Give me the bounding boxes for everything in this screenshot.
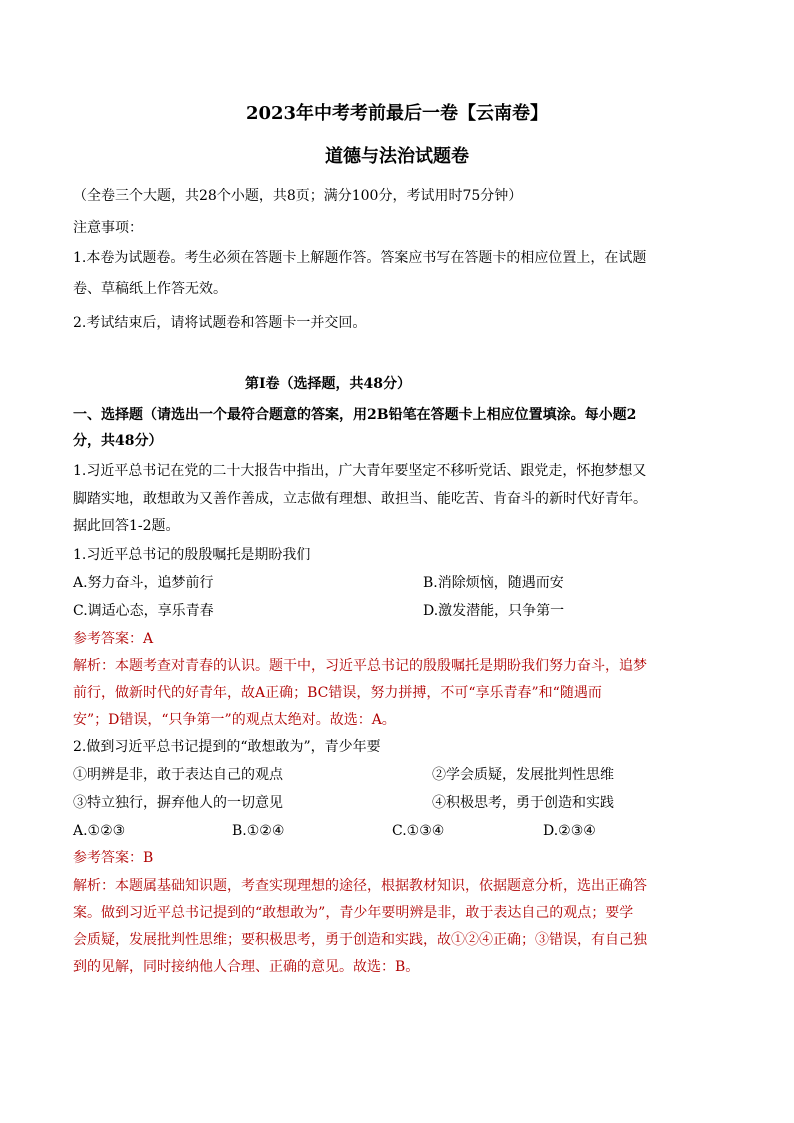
q1-explanation-line-1: 解析：本题考查对青春的认识。题干中，习近平总书记的殷殷嘱托是期盼我们努力奋斗，追梦: [73, 658, 647, 674]
q2-statement-3: ③特立独行，摒弃他人的一切意见: [73, 795, 283, 811]
q2-stem: 2.做到习近平总书记提到的“敢想敢为”，青少年要: [73, 739, 381, 755]
q1-answer: 参考答案：A: [73, 631, 154, 647]
q2-answer: 参考答案：B: [73, 850, 154, 866]
q1-option-c: C.调适心态，享乐青春: [73, 603, 214, 619]
section-title: 第Ⅰ卷（选择题，共48分）: [245, 376, 412, 392]
exam-info: （全卷三个大题，共28个小题，共8页；满分100分，考试用时75分钟）: [73, 188, 523, 204]
q2-statement-2: ②学会质疑，发展批判性思维: [432, 767, 614, 783]
q2-explanation-line-1: 解析：本题属基础知识题，考查实现理想的途径，根据教材知识，依据题意分析，选出正确答: [73, 878, 647, 894]
q1-option-d: D.激发潜能，只争第一: [423, 603, 565, 619]
notice-item-1-line-2: 卷、草稿纸上作答无效。: [73, 281, 227, 297]
q1-option-a: A.努力奋斗，追梦前行: [73, 575, 214, 591]
section-instruction-line-2: 分，共48分）: [73, 433, 163, 449]
material-line-1: 1.习近平总书记在党的二十大报告中指出，广大青年要坚定不移听党话、跟党走，怀抱梦想又: [73, 463, 647, 479]
exam-title: 2023年中考考前最后一卷【云南卷】: [245, 103, 549, 124]
q2-statement-4: ④积极思考，勇于创造和实践: [432, 795, 614, 811]
q1-explanation-line-2: 前行，做新时代的好青年，故A正确；BC错误，努力拼搏，不可“享乐青春”和“随遇而: [73, 685, 602, 701]
q2-option-d: D.②③④: [543, 823, 596, 839]
q2-explanation-line-3: 会质疑，发展批判性思维；要积极思考，勇于创造和实践，故①②④正确；③错误，有自己独: [73, 932, 647, 948]
notice-item-1-line-1: 1.本卷为试题卷。考生必须在答题卡上解题作答。答案应书写在答题卡的相应位置上，在试题: [73, 250, 647, 266]
notice-item-2: 2.考试结束后，请将试题卷和答题卡一并交回。: [73, 315, 367, 331]
q2-explanation-line-4: 到的见解，同时接纳他人合理、正确的意见。故选：B。: [73, 959, 420, 975]
material-line-3: 据此回答1-2题。: [73, 518, 180, 534]
q2-option-a: A.①②③: [73, 823, 126, 839]
q2-option-c: C.①③④: [392, 823, 445, 839]
q2-statement-1: ①明辨是非，敢于表达自己的观点: [73, 767, 283, 783]
exam-subtitle: 道德与法治试题卷: [325, 146, 469, 167]
q1-stem: 1.习近平总书记的殷殷嘱托是期盼我们: [73, 547, 311, 563]
q1-option-b: B.消除烦恼，随遇而安: [423, 575, 564, 591]
q2-explanation-line-2: 案。做到习近平总书记提到的“敢想敢为”，青少年要明辨是非，敢于表达自己的观点；要学: [73, 905, 634, 921]
q1-explanation-line-3: 安”；D错误，“只争第一”的观点太绝对。故选：A。: [73, 712, 396, 728]
material-line-2: 脚踏实地，敢想敢为又善作善成，立志做有理想、敢担当、能吃苦、肯奋斗的新时代好青年。: [73, 491, 647, 507]
q2-option-b: B.①②④: [232, 823, 285, 839]
section-instruction-line-1: 一、选择题（请选出一个最符合题意的答案，用2B铅笔在答题卡上相应位置填涂。每小题2: [73, 407, 637, 423]
notice-heading: 注意事项：: [73, 220, 143, 236]
